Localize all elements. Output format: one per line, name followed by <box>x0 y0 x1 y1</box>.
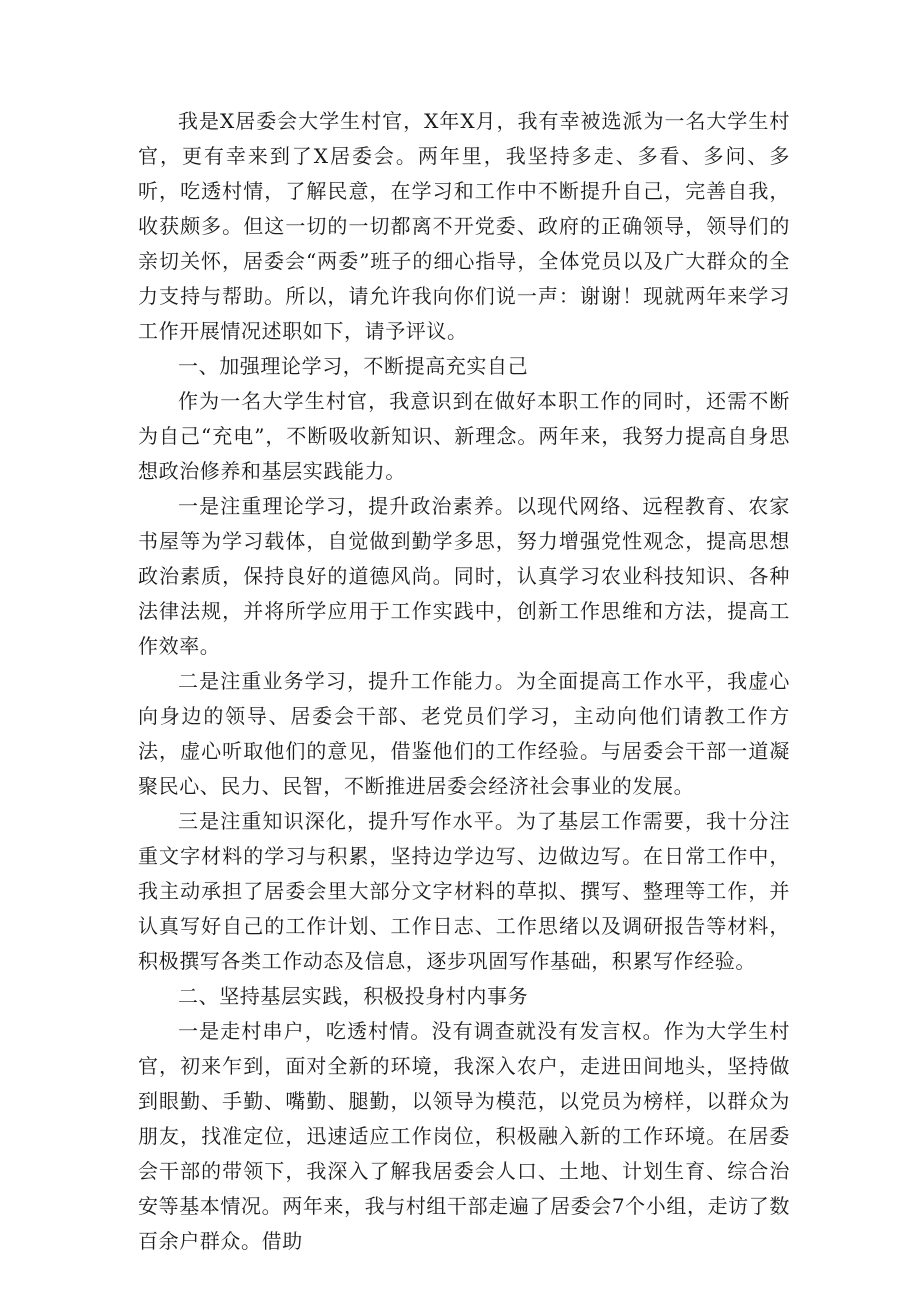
document-page <box>138 104 790 1259</box>
section-heading-1: 一、加强理论学习，不断提高充实自己 <box>178 354 529 378</box>
section-heading-2: 二、坚持基层实践，积极投身村内事务 <box>178 984 529 1008</box>
intro-paragraph: 我是X居委会大学生村官，X年X月，我有幸被选派为一名大学生村官，更有幸来到了X居委会。两年里，我坚持多走、多看、多问、多听，吃透村情，了解民意，在学习和工作中不断提升自己，完善自我，收获颇多。但这一切的一切都离不开党委、政府的正确领导，领导们的亲切关怀，居委会“两委”班子的细心指导，全体党员以及广大群众的全力支持与帮助。所以，请允许我向你们说一声：谢谢！现就两年来学习工作开展情况述职如下，请予评议。 <box>138 109 790 343</box>
writing-paragraph: 三是注重知识深化，提升写作水平。为了基层工作需要，我十分注重文字材料的学习与积累，坚持边学边写、边做边写。在日常工作中，我主动承担了居委会里大部分文字材料的草拟、撰写、整理等工作，并认真写好自己的工作计划、工作日志、工作思绪以及调研报告等材料，积极撰写各类工作动态及信息，逐步巩固写作基础，积累写作经验。 <box>138 809 790 973</box>
section-1-intro-paragraph: 作为一名大学生村官，我意识到在做好本职工作的同时，还需不断为自己“充电”，不断吸收新知识、新理念。两年来，我努力提高自身思想政治修养和基层实践能力。 <box>138 389 790 483</box>
village-visit-paragraph: 一是走村串户，吃透村情。没有调查就没有发言权。作为大学生村官，初来乍到，面对全新的环境，我深入农户，走进田间地头，坚持做到眼勤、手勤、嘴勤、腿勤，以领导为模范，以党员为榜样，以群众为朋友，找准定位，迅速适应工作岗位，积极融入新的工作环境。在居委会干部的带领下，我深入了解我居委会人口、土地、计划生育、综合治安等基本情况。两年来，我与村组干部走遍了居委会7个小组，走访了数百余户群众。借助 <box>138 1019 790 1253</box>
business-study-paragraph: 二是注重业务学习，提升工作能力。为全面提高工作水平，我虚心向身边的领导、居委会干部、老党员们学习，主动向他们请教工作方法，虚心听取他们的意见，借鉴他们的工作经验。与居委会干部一道凝聚民心、民力、民智，不断推进居委会经济社会事业的发展。 <box>138 669 790 798</box>
theory-study-paragraph: 一是注重理论学习，提升政治素养。以现代网络、远程教育、农家书屋等为学习载体，自觉做到勤学多思，努力增强党性观念，提高思想政治素质，保持良好的道德风尚。同时，认真学习农业科技知识、各种法律法规，并将所学应用于工作实践中，创新工作思维和方法，提高工作效率。 <box>138 494 790 658</box>
